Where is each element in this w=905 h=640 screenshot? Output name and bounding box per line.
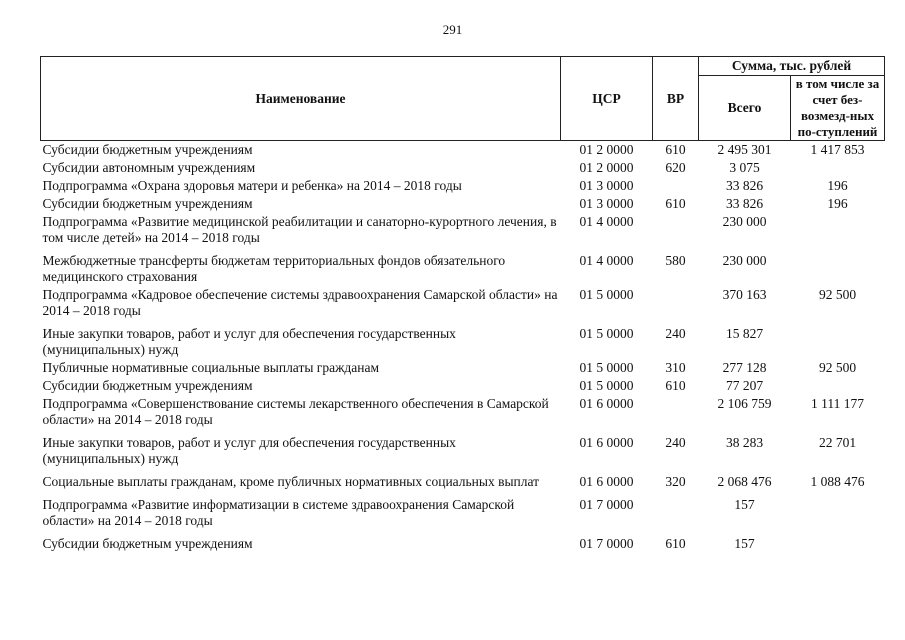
- cell-csr: 01 5 0000: [579, 360, 634, 375]
- table-header: [41, 57, 885, 141]
- cell-vr: [653, 395, 699, 434]
- cell-total: 370 163: [722, 287, 767, 302]
- cell-vr: 320: [665, 474, 686, 489]
- cell-total: 157: [734, 536, 755, 551]
- cell-total: 2 106 759: [717, 396, 772, 411]
- cell-name: Социальные выплаты гражданам, кроме публичных нормативных социальных выплат: [42, 474, 540, 489]
- cell-name: Подпрограмма «Охрана здоровья матери и ребенка» на 2014 – 2018 годы: [42, 178, 462, 193]
- cell-total: 2 068 476: [717, 474, 772, 489]
- cell-free: 92 500: [818, 360, 857, 375]
- cell-vr: 240: [665, 435, 686, 450]
- cell-vr: [653, 177, 699, 195]
- cell-csr: 01 7 0000: [579, 536, 634, 551]
- table-row: [41, 213, 885, 252]
- cell-name: Субсидии бюджетным учреждениям: [42, 536, 253, 551]
- cell-csr: 01 3 0000: [579, 196, 634, 211]
- cell-csr: 01 2 0000: [579, 160, 634, 175]
- cell-csr: 01 2 0000: [579, 142, 634, 157]
- cell-vr: 610: [665, 378, 686, 393]
- cell-vr: 310: [665, 360, 686, 375]
- cell-name: Субсидии бюджетным учреждениям: [42, 196, 253, 211]
- cell-name: Субсидии автономным учреждениям: [42, 160, 256, 175]
- cell-total: 277 128: [722, 360, 767, 375]
- table-row: [41, 141, 885, 160]
- cell-name: Иные закупки товаров, работ и услуг для обеспечения государственных (муниципальных) нужд: [42, 435, 456, 466]
- cell-name: Публичные нормативные социальные выплаты гражданам: [42, 360, 380, 375]
- cell-free: 92 500: [818, 287, 857, 302]
- cell-name: Иные закупки товаров, работ и услуг для обеспечения государственных (муниципальных) нужд: [42, 326, 456, 357]
- table-row: [41, 359, 885, 377]
- cell-total: 33 826: [725, 178, 764, 193]
- table-row: [41, 377, 885, 395]
- cell-csr: 01 5 0000: [579, 378, 634, 393]
- table-row: [41, 325, 885, 359]
- cell-free: 1 111 177: [811, 396, 864, 411]
- cell-vr: [653, 286, 699, 325]
- table-row: [41, 252, 885, 286]
- cell-total: 2 495 301: [717, 142, 772, 157]
- table-row: [41, 395, 885, 434]
- header-csr: ЦСР: [561, 57, 653, 141]
- cell-free: 22 701: [818, 435, 857, 450]
- cell-total: 33 826: [725, 196, 764, 211]
- cell-free: 1 417 853: [810, 142, 865, 157]
- cell-name: Субсидии бюджетным учреждениям: [42, 142, 253, 157]
- cell-free: [791, 252, 885, 286]
- cell-csr: 01 4 0000: [579, 253, 634, 268]
- cell-free: [791, 213, 885, 252]
- header-name: Наименование: [41, 57, 561, 141]
- cell-csr: 01 5 0000: [579, 326, 634, 341]
- cell-free: [791, 496, 885, 535]
- cell-total: 77 207: [725, 378, 764, 393]
- cell-total: 15 827: [725, 326, 764, 341]
- cell-vr: [653, 213, 699, 252]
- budget-table: [40, 56, 885, 553]
- page-number: 291: [442, 22, 463, 37]
- cell-name: Подпрограмма «Совершенствование системы лекарственного обеспечения в Самарской области» на 2014 – 2018 годы: [42, 396, 549, 427]
- table-row: [41, 177, 885, 195]
- cell-name: Подпрограмма «Кадровое обеспечение системы здравоохранения Самарской области» на 2014 – 2018 годы: [42, 287, 558, 318]
- header-vr: ВР: [653, 57, 699, 141]
- cell-total: 230 000: [722, 253, 767, 268]
- cell-vr: 610: [665, 196, 686, 211]
- cell-vr: 610: [665, 142, 686, 157]
- cell-free: [791, 159, 885, 177]
- cell-vr: 580: [665, 253, 686, 268]
- table-row: [41, 286, 885, 325]
- table-row: [41, 434, 885, 473]
- cell-name: Субсидии бюджетным учреждениям: [42, 378, 253, 393]
- cell-free: 196: [827, 196, 848, 211]
- cell-csr: 01 6 0000: [579, 435, 634, 450]
- cell-free: 1 088 476: [810, 474, 865, 489]
- cell-vr: 620: [665, 160, 686, 175]
- table-row: [41, 159, 885, 177]
- table-body: [41, 141, 885, 554]
- cell-name: Подпрограмма «Развитие медицинской реабилитации и санаторно-курортного лечения, в том числе детей» на 2014 – 2018 годы: [42, 214, 557, 245]
- cell-csr: 01 4 0000: [579, 214, 634, 229]
- cell-total: 38 283: [725, 435, 764, 450]
- cell-total: 157: [734, 497, 755, 512]
- cell-free: [791, 535, 885, 553]
- cell-csr: 01 6 0000: [579, 396, 634, 411]
- header-total: Всего: [699, 76, 791, 141]
- table-row: [41, 195, 885, 213]
- header-sum: Сумма, тыс. рублей: [699, 57, 885, 76]
- cell-free: [791, 325, 885, 359]
- cell-csr: 01 6 0000: [579, 474, 634, 489]
- cell-vr: [653, 496, 699, 535]
- header-free: в том числе за счет без-возмезд-ных по-ступлений: [791, 76, 885, 141]
- cell-csr: 01 3 0000: [579, 178, 634, 193]
- cell-csr: 01 5 0000: [579, 287, 634, 302]
- table-row: [41, 473, 885, 496]
- cell-total: 230 000: [722, 214, 767, 229]
- table-row: [41, 496, 885, 535]
- cell-csr: 01 7 0000: [579, 497, 634, 512]
- cell-vr: 610: [665, 536, 686, 551]
- cell-vr: 240: [665, 326, 686, 341]
- cell-name: Межбюджетные трансферты бюджетам территориальных фондов обязательного медицинского страхования: [42, 253, 506, 284]
- cell-name: Подпрограмма «Развитие информатизации в системе здравоохранения Самарской области» на 2014 – 2018 годы: [42, 497, 515, 528]
- cell-free: 196: [827, 178, 848, 193]
- cell-free: [791, 377, 885, 395]
- cell-total: 3 075: [729, 160, 760, 175]
- table-row: [41, 535, 885, 553]
